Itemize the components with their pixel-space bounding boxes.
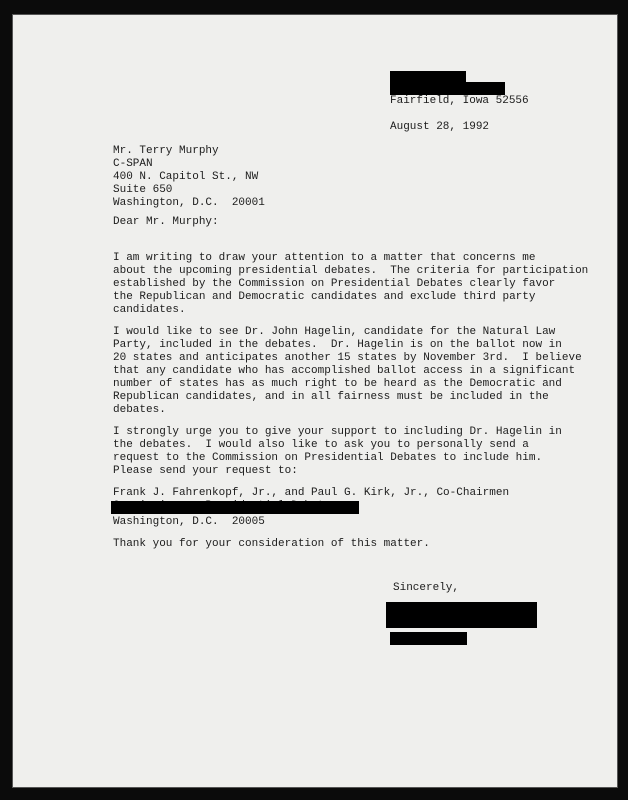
body-line: the debates. I would also like to ask you to personally send a bbox=[113, 439, 529, 451]
body-line: I would like to see Dr. John Hagelin, candidate for the Natural Law bbox=[113, 326, 556, 338]
redacted-typed-name bbox=[390, 632, 467, 645]
redacted-sender-street bbox=[390, 82, 505, 95]
body-line: request to the Commission on Presidential Debates to include him. bbox=[113, 452, 543, 464]
body-line: about the upcoming presidential debates. The criteria for participation bbox=[113, 265, 589, 277]
redacted-commission-street bbox=[111, 501, 359, 514]
sender-city-state-zip: Fairfield, Iowa 52556 bbox=[390, 95, 529, 107]
signoff: Sincerely, bbox=[393, 582, 460, 594]
commission-city: Washington, D.C. 20005 bbox=[113, 516, 265, 528]
recipient-line: Washington, D.C. 20001 bbox=[113, 197, 265, 209]
recipient-line: Mr. Terry Murphy bbox=[113, 145, 219, 157]
body-line: the Republican and Democratic candidates and exclude third party bbox=[113, 291, 536, 303]
closing-sentence: Thank you for your consideration of this matter. bbox=[113, 538, 430, 550]
recipient-line: Suite 650 bbox=[113, 184, 173, 196]
letter-date: August 28, 1992 bbox=[390, 121, 490, 133]
body-line: 20 states and anticipates another 15 states by November 3rd. I believe bbox=[113, 352, 582, 364]
redacted-signature bbox=[386, 602, 537, 628]
body-line: I strongly urge you to give your support to including Dr. Hagelin in bbox=[113, 426, 562, 438]
body-line: number of states has as much right to be heard as the Democratic and bbox=[113, 378, 562, 390]
body-line: I am writing to draw your attention to a matter that concerns me bbox=[113, 252, 536, 264]
body-line: debates. bbox=[113, 404, 166, 416]
recipient-line: C-SPAN bbox=[113, 158, 153, 170]
body-line: established by the Commission on Presidential Debates clearly favor bbox=[113, 278, 556, 290]
body-line: Party, included in the debates. Dr. Hagelin is on the ballot now in bbox=[113, 339, 562, 351]
commission-names: Frank J. Fahrenkopf, Jr., and Paul G. Kirk, Jr., Co-Chairmen bbox=[113, 487, 510, 499]
body-line: Republican candidates, and in all fairness must be included in the bbox=[113, 391, 549, 403]
body-line: that any candidate who has accomplished ballot access in a significant bbox=[113, 365, 576, 377]
recipient-line: 400 N. Capitol St., NW bbox=[113, 171, 259, 183]
letter-page bbox=[12, 14, 618, 788]
body-line: candidates. bbox=[113, 304, 186, 316]
body-line: Please send your request to: bbox=[113, 465, 298, 477]
salutation: Dear Mr. Murphy: bbox=[113, 216, 219, 228]
